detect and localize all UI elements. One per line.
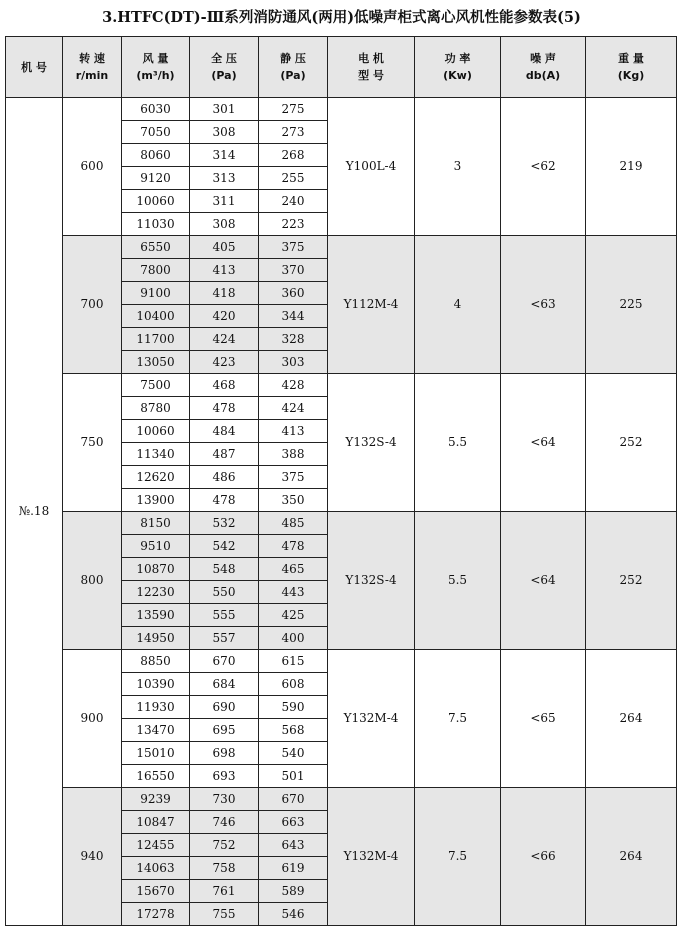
table-header (6, 37, 677, 98)
total-pressure-cell: 690 (190, 696, 259, 719)
static-pressure-cell: 478 (259, 535, 328, 558)
machine-number-cell: №.18 (6, 98, 63, 926)
air-volume-cell: 13590 (122, 604, 190, 627)
total-pressure-cell: 758 (190, 857, 259, 880)
speed-cell: 900 (63, 650, 122, 788)
total-pressure-cell: 542 (190, 535, 259, 558)
power-cell: 7.5 (415, 650, 501, 788)
static-pressure-cell: 388 (259, 443, 328, 466)
motor-model-cell: Y100L-4 (328, 98, 415, 236)
power-cell: 7.5 (415, 788, 501, 926)
air-volume-cell: 8780 (122, 397, 190, 420)
total-pressure-cell: 424 (190, 328, 259, 351)
weight-cell: 252 (586, 512, 677, 650)
air-volume-cell: 7050 (122, 121, 190, 144)
total-pressure-cell: 698 (190, 742, 259, 765)
header-static-pressure-unit: (Pa) (280, 69, 306, 82)
air-volume-cell: 13900 (122, 489, 190, 512)
total-pressure-cell: 755 (190, 903, 259, 926)
air-volume-cell: 12455 (122, 834, 190, 857)
noise-cell: <62 (501, 98, 586, 236)
static-pressure-cell: 615 (259, 650, 328, 673)
static-pressure-cell: 370 (259, 259, 328, 282)
total-pressure-cell: 478 (190, 397, 259, 420)
air-volume-cell: 6550 (122, 236, 190, 259)
air-volume-cell: 14063 (122, 857, 190, 880)
air-volume-cell: 7500 (122, 374, 190, 397)
total-pressure-cell: 557 (190, 627, 259, 650)
total-pressure-cell: 555 (190, 604, 259, 627)
power-cell: 3 (415, 98, 501, 236)
header-air-volume (122, 37, 190, 98)
air-volume-cell: 11030 (122, 213, 190, 236)
header-weight (586, 37, 677, 98)
header-static-pressure-label: 静 压 (280, 52, 306, 65)
total-pressure-cell: 313 (190, 167, 259, 190)
total-pressure-cell: 695 (190, 719, 259, 742)
static-pressure-cell: 400 (259, 627, 328, 650)
speed-cell: 800 (63, 512, 122, 650)
air-volume-cell: 9100 (122, 282, 190, 305)
air-volume-cell: 7800 (122, 259, 190, 282)
static-pressure-cell: 670 (259, 788, 328, 811)
header-power-label: 功 率 (444, 52, 471, 65)
static-pressure-cell: 501 (259, 765, 328, 788)
table-row (6, 788, 677, 811)
static-pressure-cell: 443 (259, 581, 328, 604)
air-volume-cell: 15010 (122, 742, 190, 765)
total-pressure-cell: 468 (190, 374, 259, 397)
header-noise-unit: db(A) (525, 69, 561, 82)
power-cell: 5.5 (415, 512, 501, 650)
static-pressure-cell: 375 (259, 466, 328, 489)
performance-table (5, 36, 677, 926)
power-cell: 4 (415, 236, 501, 374)
air-volume-cell: 9120 (122, 167, 190, 190)
static-pressure-cell: 413 (259, 420, 328, 443)
total-pressure-cell: 487 (190, 443, 259, 466)
table-body (6, 98, 677, 926)
static-pressure-cell: 273 (259, 121, 328, 144)
weight-cell: 252 (586, 374, 677, 512)
header-static-pressure (259, 37, 328, 98)
total-pressure-cell: 684 (190, 673, 259, 696)
noise-cell: <64 (501, 512, 586, 650)
motor-model-cell: Y112M-4 (328, 236, 415, 374)
total-pressure-cell: 478 (190, 489, 259, 512)
header-row (6, 37, 677, 98)
header-noise-label: 噪 声 (530, 52, 556, 65)
total-pressure-cell: 486 (190, 466, 259, 489)
header-total-pressure-label: 全 压 (211, 52, 237, 65)
static-pressure-cell: 328 (259, 328, 328, 351)
total-pressure-cell: 308 (190, 121, 259, 144)
air-volume-cell: 8060 (122, 144, 190, 167)
air-volume-cell: 10060 (122, 420, 190, 443)
static-pressure-cell: 619 (259, 857, 328, 880)
static-pressure-cell: 350 (259, 489, 328, 512)
air-volume-cell: 6030 (122, 98, 190, 121)
total-pressure-cell: 405 (190, 236, 259, 259)
static-pressure-cell: 268 (259, 144, 328, 167)
total-pressure-cell: 314 (190, 144, 259, 167)
motor-model-cell: Y132M-4 (328, 788, 415, 926)
total-pressure-cell: 418 (190, 282, 259, 305)
header-speed-label: 转 速 (79, 52, 105, 65)
header-speed (63, 37, 122, 98)
static-pressure-cell: 223 (259, 213, 328, 236)
table-row (6, 374, 677, 397)
static-pressure-cell: 465 (259, 558, 328, 581)
speed-cell: 700 (63, 236, 122, 374)
air-volume-cell: 10390 (122, 673, 190, 696)
table-row (6, 512, 677, 535)
weight-cell: 225 (586, 236, 677, 374)
header-weight-label: 重 量 (618, 52, 644, 65)
static-pressure-cell: 424 (259, 397, 328, 420)
static-pressure-cell: 568 (259, 719, 328, 742)
header-noise (501, 37, 586, 98)
static-pressure-cell: 540 (259, 742, 328, 765)
static-pressure-cell: 303 (259, 351, 328, 374)
header-weight-unit: (Kg) (617, 69, 645, 82)
total-pressure-cell: 550 (190, 581, 259, 604)
static-pressure-cell: 428 (259, 374, 328, 397)
static-pressure-cell: 589 (259, 880, 328, 903)
total-pressure-cell: 761 (190, 880, 259, 903)
air-volume-cell: 12620 (122, 466, 190, 489)
static-pressure-cell: 425 (259, 604, 328, 627)
motor-model-cell: Y132M-4 (328, 650, 415, 788)
header-total-pressure-unit: (Pa) (211, 69, 237, 82)
air-volume-cell: 16550 (122, 765, 190, 788)
noise-cell: <63 (501, 236, 586, 374)
table-row (6, 236, 677, 259)
static-pressure-cell: 663 (259, 811, 328, 834)
power-cell: 5.5 (415, 374, 501, 512)
static-pressure-cell: 344 (259, 305, 328, 328)
air-volume-cell: 11930 (122, 696, 190, 719)
air-volume-cell: 10870 (122, 558, 190, 581)
header-air-volume-unit: (m³/h) (136, 69, 175, 82)
air-volume-cell: 13470 (122, 719, 190, 742)
static-pressure-cell: 608 (259, 673, 328, 696)
total-pressure-cell: 752 (190, 834, 259, 857)
table-row (6, 650, 677, 673)
total-pressure-cell: 484 (190, 420, 259, 443)
total-pressure-cell: 420 (190, 305, 259, 328)
air-volume-cell: 8150 (122, 512, 190, 535)
air-volume-cell: 17278 (122, 903, 190, 926)
header-motor-model (328, 37, 415, 98)
total-pressure-cell: 730 (190, 788, 259, 811)
header-motor-model-label: 电 机 (358, 52, 384, 65)
total-pressure-cell: 548 (190, 558, 259, 581)
header-machine-no-label: 机 号 (21, 60, 47, 74)
total-pressure-cell: 413 (190, 259, 259, 282)
total-pressure-cell: 311 (190, 190, 259, 213)
noise-cell: <66 (501, 788, 586, 926)
total-pressure-cell: 532 (190, 512, 259, 535)
header-machine-no (6, 37, 63, 98)
static-pressure-cell: 485 (259, 512, 328, 535)
air-volume-cell: 9239 (122, 788, 190, 811)
air-volume-cell: 10400 (122, 305, 190, 328)
air-volume-cell: 15670 (122, 880, 190, 903)
air-volume-cell: 13050 (122, 351, 190, 374)
motor-model-cell: Y132S-4 (328, 374, 415, 512)
weight-cell: 264 (586, 650, 677, 788)
weight-cell: 219 (586, 98, 677, 236)
page-title: 3.HTFC(DT)-Ⅲ系列消防通风(两用)低噪声柜式离心风机性能参数表(5) (102, 9, 581, 26)
header-total-pressure (190, 37, 259, 98)
air-volume-cell: 11340 (122, 443, 190, 466)
header-air-volume-label: 风 量 (142, 52, 169, 65)
air-volume-cell: 10060 (122, 190, 190, 213)
static-pressure-cell: 643 (259, 834, 328, 857)
static-pressure-cell: 240 (259, 190, 328, 213)
header-power-unit: (Kw) (443, 69, 472, 82)
air-volume-cell: 10847 (122, 811, 190, 834)
header-speed-unit: r/min (75, 69, 109, 82)
total-pressure-cell: 746 (190, 811, 259, 834)
speed-cell: 940 (63, 788, 122, 926)
static-pressure-cell: 590 (259, 696, 328, 719)
air-volume-cell: 12230 (122, 581, 190, 604)
total-pressure-cell: 670 (190, 650, 259, 673)
static-pressure-cell: 275 (259, 98, 328, 121)
air-volume-cell: 11700 (122, 328, 190, 351)
table-row (6, 98, 677, 121)
speed-cell: 750 (63, 374, 122, 512)
static-pressure-cell: 360 (259, 282, 328, 305)
air-volume-cell: 14950 (122, 627, 190, 650)
header-power (415, 37, 501, 98)
static-pressure-cell: 546 (259, 903, 328, 926)
total-pressure-cell: 423 (190, 351, 259, 374)
header-motor-model-unit: 型 号 (358, 69, 384, 82)
weight-cell: 264 (586, 788, 677, 926)
total-pressure-cell: 308 (190, 213, 259, 236)
total-pressure-cell: 301 (190, 98, 259, 121)
total-pressure-cell: 693 (190, 765, 259, 788)
static-pressure-cell: 375 (259, 236, 328, 259)
noise-cell: <65 (501, 650, 586, 788)
speed-cell: 600 (63, 98, 122, 236)
static-pressure-cell: 255 (259, 167, 328, 190)
noise-cell: <64 (501, 374, 586, 512)
air-volume-cell: 8850 (122, 650, 190, 673)
motor-model-cell: Y132S-4 (328, 512, 415, 650)
air-volume-cell: 9510 (122, 535, 190, 558)
